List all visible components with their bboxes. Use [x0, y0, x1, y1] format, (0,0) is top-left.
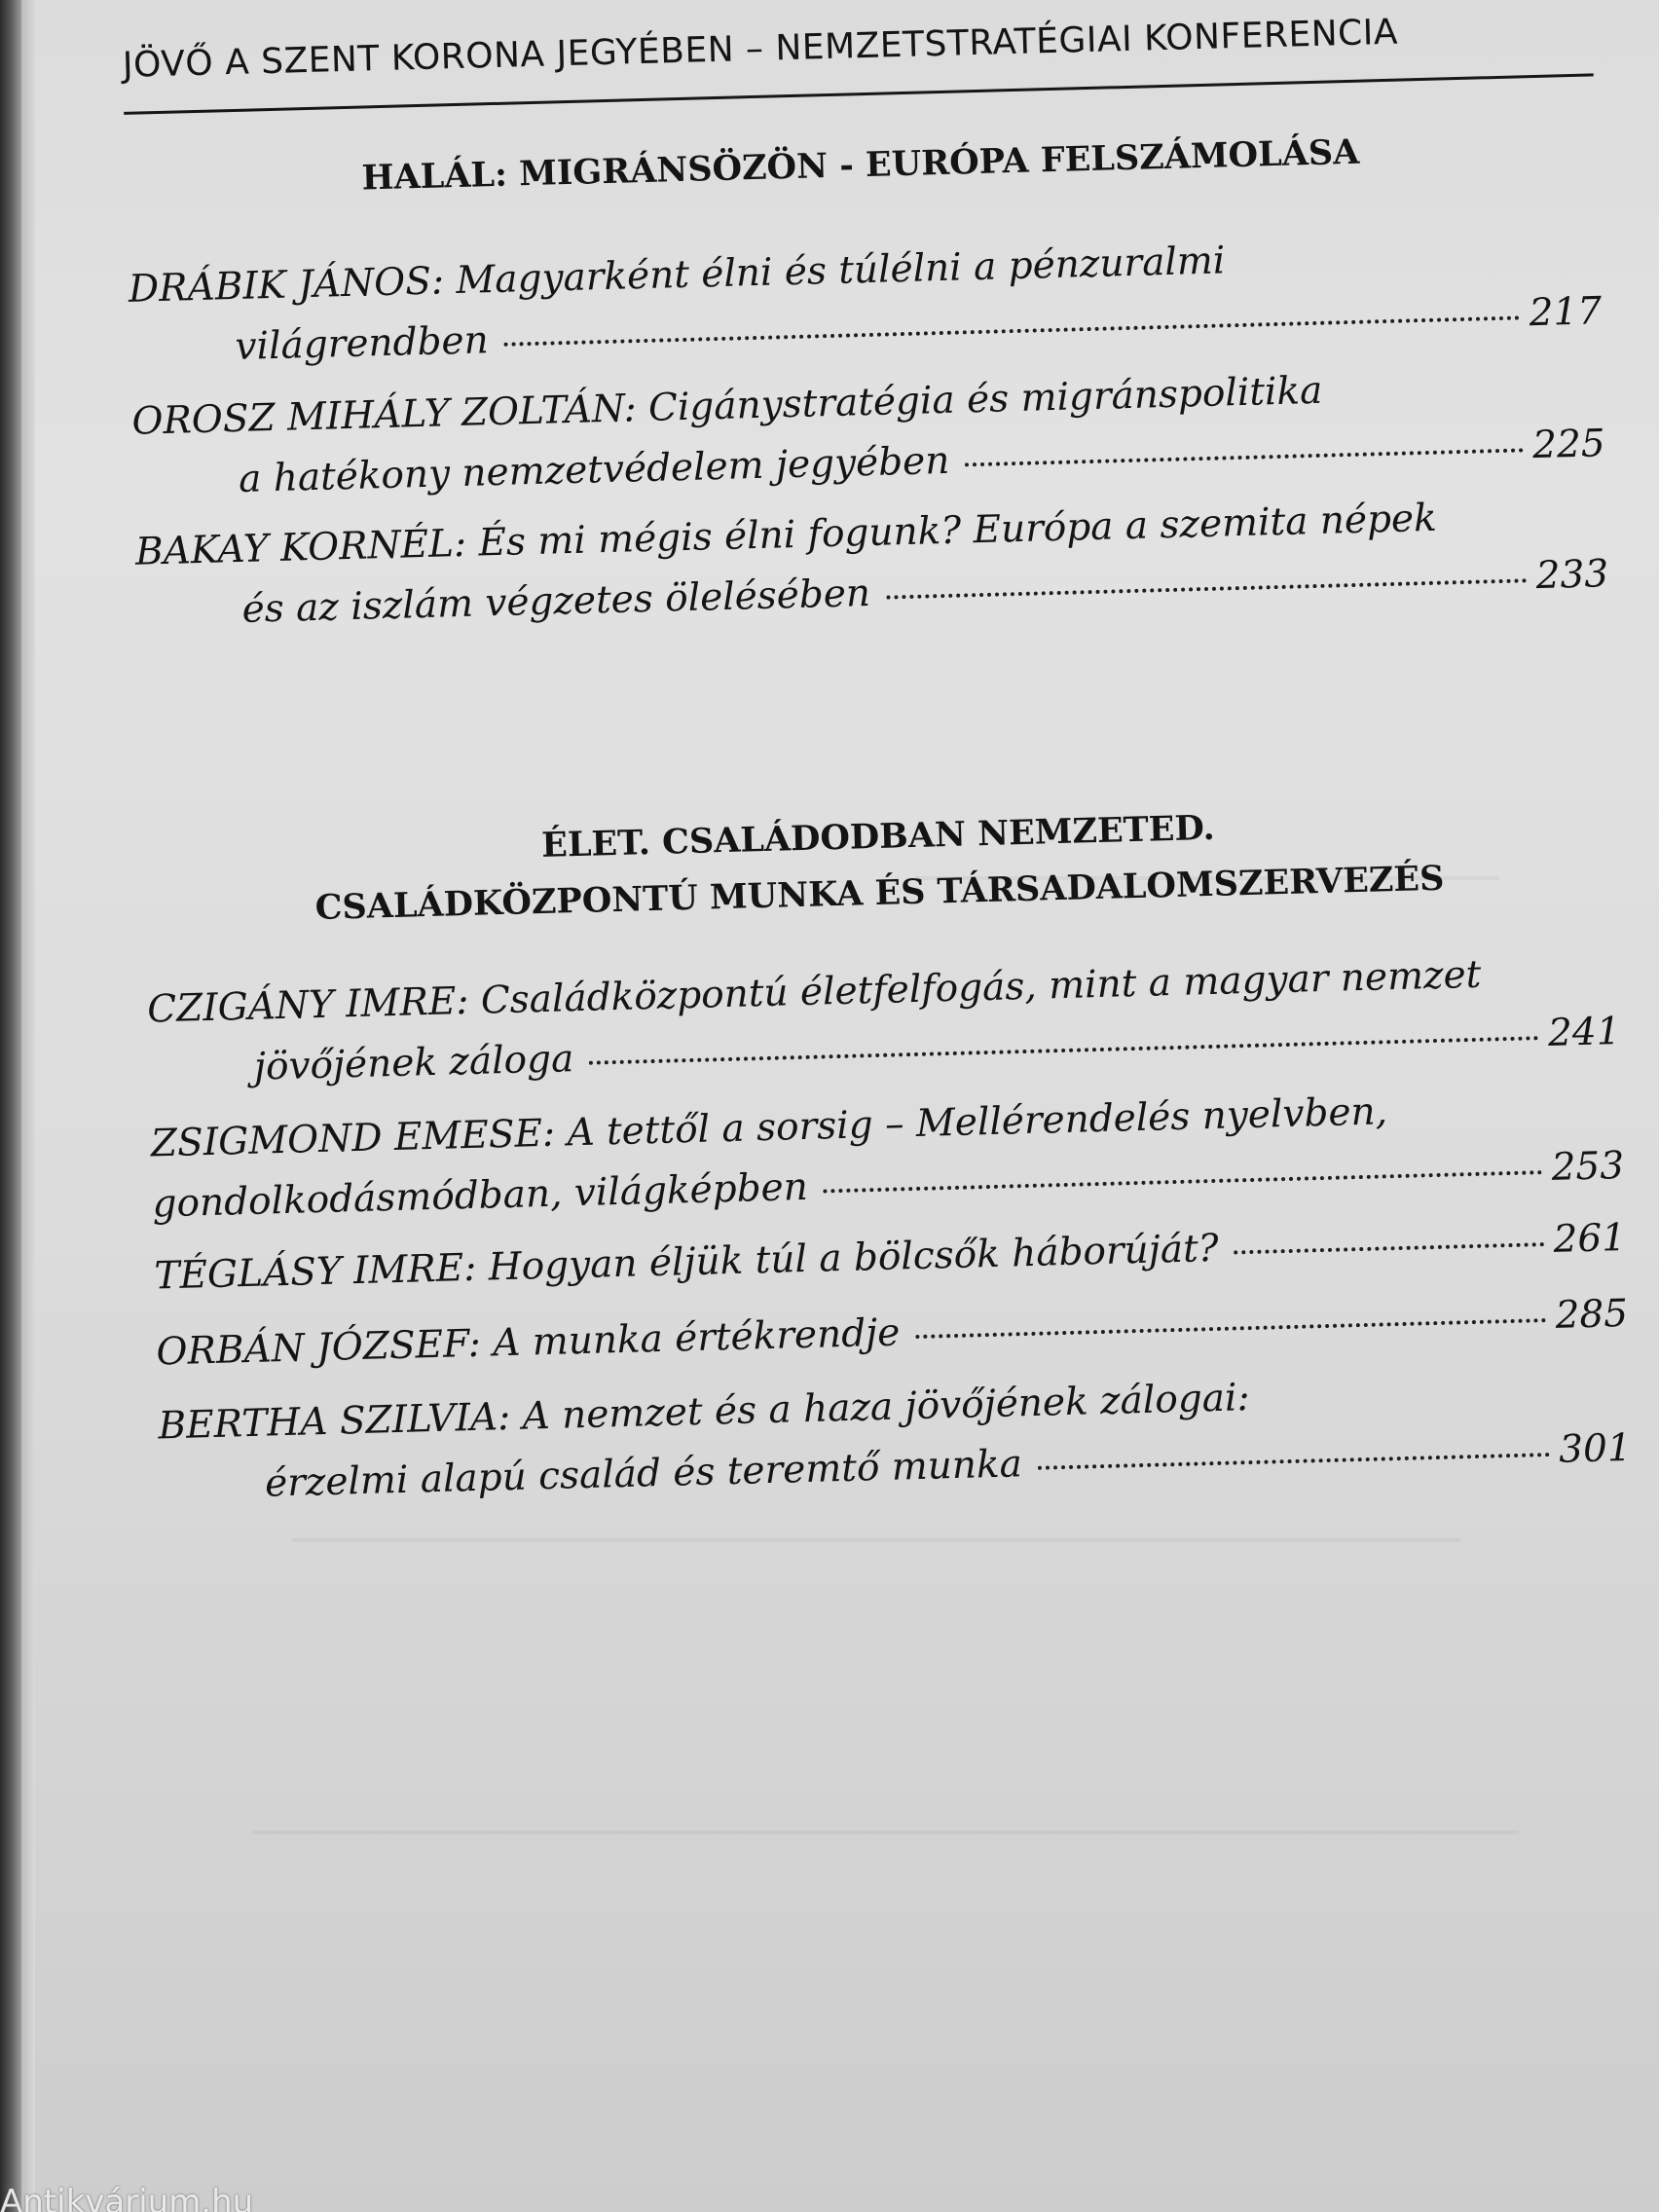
toc-entry	[147, 941, 1622, 1101]
toc-title-continued: világrendben	[234, 318, 490, 369]
toc-page-number: 253	[1551, 1143, 1625, 1190]
toc-page-number: 217	[1529, 289, 1603, 336]
leader-dots	[589, 1036, 1538, 1065]
toc-entry	[150, 1076, 1625, 1235]
toc-title: A munka értékrendje	[492, 1310, 901, 1366]
toc-author: CZIGÁNY IMRE:	[146, 978, 470, 1032]
toc-title-continued: gondolkodásmódban, világképben	[151, 1164, 809, 1227]
toc-title-continued: a hatékony nemzetvédelem jegyében	[238, 438, 950, 501]
toc-author: DRÁBIK JÁNOS:	[128, 259, 445, 312]
toc-title-continued: érzelmi alapú család és teremtő munka	[264, 1442, 1023, 1506]
section-title-halal: HALÁL: MIGRÁNSÖZÖN - EURÓPA FELSZÁMOLÁSA	[360, 131, 1360, 199]
toc-title: Hogyan éljük túl a bölcsők háborúját?	[488, 1226, 1220, 1290]
toc-page-number: 301	[1558, 1425, 1633, 1472]
toc-entry	[128, 221, 1603, 381]
toc-author: BAKAY KORNÉL:	[134, 521, 467, 574]
toc-title: A nemzet és a haza jövőjének zálogai:	[522, 1376, 1251, 1439]
toc-page-number: 261	[1552, 1215, 1627, 1262]
toc-author: TÉGLÁSY IMRE:	[153, 1245, 477, 1299]
leader-dots	[824, 1170, 1542, 1193]
leader-dots	[886, 578, 1527, 599]
watermark: Antikvárium.hu	[0, 2183, 254, 2212]
toc-page-number: 241	[1547, 1010, 1622, 1055]
toc-author: ZSIGMOND EMESE:	[150, 1111, 556, 1166]
toc-page-number: 285	[1555, 1291, 1629, 1338]
leader-dots	[915, 1318, 1545, 1339]
toc-title: Családközpontú életfelfogás, mint a magyar nemzet	[480, 952, 1482, 1023]
leader-dots	[504, 315, 1520, 346]
toc-entry	[158, 1358, 1633, 1518]
section-title-elet: ÉLET. CSALÁDODBAN NEMZETED.	[540, 807, 1216, 866]
toc-entry	[134, 484, 1609, 644]
toc-title: A tettől a sorsig – Mellérendelés nyelvben,	[566, 1089, 1388, 1156]
leader-dots	[1038, 1453, 1550, 1470]
toc-page-number: 233	[1535, 552, 1609, 599]
toc-title-continued: és az iszlám végzetes ölelésében	[241, 571, 871, 632]
toc-page-number: 225	[1531, 422, 1606, 468]
toc-author: OROSZ MIHÁLY ZOLTÁN:	[130, 387, 638, 444]
leader-dots	[965, 448, 1523, 466]
toc-author: BERTHA SZILVIA:	[157, 1394, 511, 1449]
toc-title: Cigánystratégia és migránspolitika	[647, 368, 1323, 430]
section-subtitle-csaladkozpontu: CSALÁDKÖZPONTÚ MUNKA ÉS TÁRSADALOMSZERVEZÉS	[314, 858, 1445, 929]
toc-author: ORBÁN JÓZSEF:	[155, 1321, 482, 1375]
toc-title-continued: jövőjének záloga	[253, 1037, 574, 1089]
toc-title: És mi mégis élni fogunk? Európa a szemita népek	[477, 496, 1438, 566]
toc-title: Magyarként élni és túlélni a pénzuralmi	[455, 239, 1226, 304]
leader-dots	[1235, 1242, 1544, 1254]
running-header: JÖVŐ A SZENT KORONA JEGYÉBEN – NEMZETSTRATÉGIAI KONFERENCIA	[122, 12, 1399, 86]
